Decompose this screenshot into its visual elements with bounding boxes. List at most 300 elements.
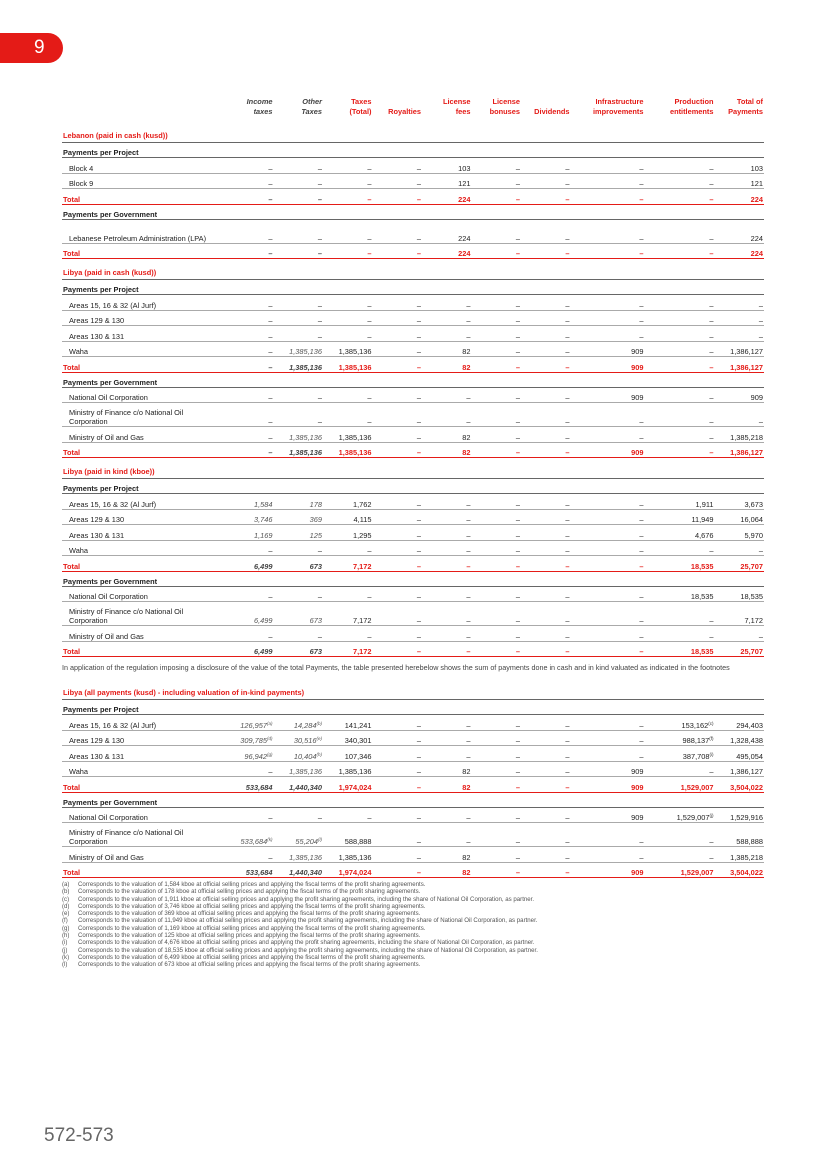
cell: – xyxy=(224,847,274,863)
table-row xyxy=(62,509,764,525)
cell: – xyxy=(645,427,715,443)
cell: – xyxy=(373,807,423,823)
cell: 7,172 xyxy=(715,602,765,626)
cell: – xyxy=(715,295,765,311)
total-cell: – xyxy=(521,243,571,259)
cell: – xyxy=(472,746,522,762)
total-cell: 1,440,340 xyxy=(274,777,324,793)
cell: 1,385,136 xyxy=(274,427,324,443)
total-cell: 1,974,024 xyxy=(323,862,373,878)
cell: 369 xyxy=(274,509,324,525)
cell: 82 xyxy=(422,427,472,443)
cell: – xyxy=(224,540,274,556)
cell: – xyxy=(521,295,571,311)
row-label: Waha xyxy=(62,761,224,777)
cell: 18,535 xyxy=(645,586,715,602)
cell: – xyxy=(422,730,472,746)
total-cell: 533,684 xyxy=(224,862,274,878)
cell: – xyxy=(645,540,715,556)
table-row xyxy=(62,173,764,189)
cell: – xyxy=(373,326,423,342)
row-label: Areas 129 & 130 xyxy=(62,509,224,525)
table-row xyxy=(62,847,764,863)
total-cell: – xyxy=(323,189,373,205)
cell: 909 xyxy=(715,387,765,403)
subsection-header xyxy=(62,280,764,295)
subsection-header xyxy=(62,571,764,586)
section-title xyxy=(62,122,764,143)
cell: – xyxy=(521,509,571,525)
cell: 224 xyxy=(715,219,765,243)
cell: – xyxy=(373,219,423,243)
footnote: (c) Corresponds to the valuation of 1,911 kboe at official selling prices and applying the profit sharing agreements, including the share of National Oil Corporation, as partner. xyxy=(62,895,535,903)
cell: – xyxy=(422,715,472,731)
cell: – xyxy=(645,341,715,357)
subsection-header xyxy=(62,792,764,807)
total-cell: 1,440,340 xyxy=(274,862,324,878)
col-license-fees: License fees xyxy=(442,97,471,116)
total-cell: – xyxy=(373,189,423,205)
footnote: (j) Corresponds to the valuation of 18,535 kboe at official selling prices and applying the profit sharing agreements, including the share of National Oil Corporation, as partner. xyxy=(62,946,538,954)
cell: – xyxy=(373,626,423,642)
total-cell: – xyxy=(373,556,423,572)
payments-table-cash-kind xyxy=(62,97,764,657)
total-cell: – xyxy=(521,641,571,657)
cell: – xyxy=(521,586,571,602)
cell: – xyxy=(422,326,472,342)
cell: – xyxy=(472,326,522,342)
cell: 1,386,127 xyxy=(715,761,765,777)
cell: 103 xyxy=(422,158,472,174)
cell: 1,385,136 xyxy=(323,341,373,357)
cell: – xyxy=(373,761,423,777)
cell: – xyxy=(422,823,472,847)
cell: – xyxy=(373,715,423,731)
row-label: Areas 15, 16 & 32 (Al Jurf) xyxy=(62,715,224,731)
cell: – xyxy=(521,310,571,326)
col-total-payments: Total of Payments xyxy=(728,97,763,116)
cell: 588,888 xyxy=(715,823,765,847)
row-label: Areas 130 & 131 xyxy=(62,525,224,541)
table-row xyxy=(62,525,764,541)
row-label: Ministry of Oil and Gas xyxy=(62,847,224,863)
footnote: (i) Corresponds to the valuation of 4,676 kboe at official selling prices and applying the profit sharing agreements, including the share of National Oil Corporation, as partner. xyxy=(62,939,535,947)
cell: 1,386,127 xyxy=(715,341,765,357)
cell: – xyxy=(715,326,765,342)
total-cell: 533,684 xyxy=(224,777,274,793)
cell: 1,385,136 xyxy=(323,761,373,777)
cell: – xyxy=(521,494,571,510)
disclosure-paragraph: In application of the regulation imposing a disclosure of the value of the total Payments, the table presented herebelow shows the sum of payments done in cash and in kind valuated as indicated in the footnotes xyxy=(62,663,730,672)
cell: 1,169 xyxy=(224,525,274,541)
total-cell: 909 xyxy=(571,777,645,793)
total-cell: – xyxy=(521,189,571,205)
cell: 340,301 xyxy=(323,730,373,746)
cell: 1,385,136 xyxy=(274,341,324,357)
table-row xyxy=(62,403,764,427)
total-cell: 3,504,022 xyxy=(715,862,765,878)
row-label: Waha xyxy=(62,540,224,556)
cell: – xyxy=(373,602,423,626)
cell: – xyxy=(323,158,373,174)
total-cell: – xyxy=(521,777,571,793)
cell: – xyxy=(571,403,645,427)
total-cell: – xyxy=(422,556,472,572)
total-cell: 909 xyxy=(571,442,645,458)
cell: 588,888 xyxy=(323,823,373,847)
table-row xyxy=(62,730,764,746)
cell: 103 xyxy=(715,158,765,174)
total-cell: 224 xyxy=(422,243,472,259)
cell: – xyxy=(571,494,645,510)
row-label: Ministry of Finance c/o National Oil Corporation xyxy=(62,403,224,427)
payments-report xyxy=(62,97,764,969)
total-row xyxy=(62,862,764,878)
cell: – xyxy=(645,310,715,326)
footnote: (a) Corresponds to the valuation of 1,584 kboe at official selling prices and applying the fiscal terms of the profit sharing agreements. xyxy=(62,881,426,888)
cell: – xyxy=(472,715,522,731)
cell: – xyxy=(323,586,373,602)
total-row xyxy=(62,243,764,259)
cell: – xyxy=(571,310,645,326)
cell: – xyxy=(571,823,645,847)
cell: – xyxy=(274,295,324,311)
cell: 141,241 xyxy=(323,715,373,731)
cell: – xyxy=(645,173,715,189)
cell: – xyxy=(472,509,522,525)
cell: – xyxy=(323,173,373,189)
cell: – xyxy=(373,387,423,403)
cell: – xyxy=(373,427,423,443)
cell: 673 xyxy=(274,602,324,626)
total-cell: – xyxy=(472,641,522,657)
table-row xyxy=(62,540,764,556)
cell: – xyxy=(373,310,423,326)
cell: – xyxy=(274,326,324,342)
cell: – xyxy=(422,746,472,762)
row-label: Lebanese Petroleum Administration (LPA) xyxy=(62,219,224,243)
subsection-label: Payments per Project xyxy=(62,700,764,715)
cell: – xyxy=(521,341,571,357)
subsection-label: Payments per Government xyxy=(62,792,764,807)
subsection-label: Payments per Government xyxy=(62,571,764,586)
cell: – xyxy=(472,387,522,403)
cell: 1,295 xyxy=(323,525,373,541)
total-cell: 82 xyxy=(422,777,472,793)
cell: 1,385,136 xyxy=(323,427,373,443)
total-cell: – xyxy=(472,357,522,373)
table-row xyxy=(62,341,764,357)
cell: – xyxy=(373,746,423,762)
total-cell: 1,385,136 xyxy=(323,442,373,458)
table-row xyxy=(62,295,764,311)
cell: – xyxy=(472,602,522,626)
cell: – xyxy=(373,823,423,847)
cell: – xyxy=(472,807,522,823)
cell: – xyxy=(373,586,423,602)
cell: – xyxy=(422,626,472,642)
cell: – xyxy=(645,295,715,311)
total-cell: – xyxy=(274,243,324,259)
cell: – xyxy=(224,173,274,189)
cell: – xyxy=(521,823,571,847)
row-label: Block 9 xyxy=(62,173,224,189)
total-cell: – xyxy=(373,641,423,657)
cell: – xyxy=(645,626,715,642)
total-cell: 18,535 xyxy=(645,556,715,572)
cell: – xyxy=(472,494,522,510)
cell: – xyxy=(422,586,472,602)
cell: – xyxy=(571,715,645,731)
cell: 4,115 xyxy=(323,509,373,525)
total-cell: 224 xyxy=(715,189,765,205)
cell: – xyxy=(521,173,571,189)
total-cell: – xyxy=(645,189,715,205)
row-label: National Oil Corporation xyxy=(62,387,224,403)
cell: – xyxy=(645,219,715,243)
cell: – xyxy=(645,326,715,342)
cell: 153,162$^{(c)}$ xyxy=(645,715,715,731)
cell: 1,529,916 xyxy=(715,807,765,823)
subsection-label: Payments per Project xyxy=(62,479,764,494)
cell: 82 xyxy=(422,341,472,357)
cell: 16,064 xyxy=(715,509,765,525)
section-title-text: Lebanon (paid in cash (kusd)) xyxy=(62,122,764,143)
cell: 1,328,438 xyxy=(715,730,765,746)
total-cell: – xyxy=(422,641,472,657)
cell: – xyxy=(373,509,423,525)
total-cell: 909 xyxy=(571,357,645,373)
total-cell: 1,385,136 xyxy=(274,442,324,458)
total-cell: 25,707 xyxy=(715,556,765,572)
cell: 3,673 xyxy=(715,494,765,510)
total-cell: – xyxy=(224,442,274,458)
cell: – xyxy=(521,761,571,777)
total-cell: 1,386,127 xyxy=(715,357,765,373)
table-row xyxy=(62,823,764,847)
cell: – xyxy=(521,219,571,243)
table-row xyxy=(62,387,764,403)
total-cell: – xyxy=(373,862,423,878)
cell: 6,499 xyxy=(224,602,274,626)
cell: 294,403 xyxy=(715,715,765,731)
cell: 495,054 xyxy=(715,746,765,762)
subsection-label: Payments per Project xyxy=(62,280,764,295)
cell: – xyxy=(274,173,324,189)
row-label: Block 4 xyxy=(62,158,224,174)
table-row xyxy=(62,602,764,626)
total-cell: 909 xyxy=(571,862,645,878)
cell: – xyxy=(472,730,522,746)
cell: – xyxy=(715,540,765,556)
total-cell: 1,385,136 xyxy=(323,357,373,373)
cell: 1,385,136 xyxy=(323,847,373,863)
cell: – xyxy=(521,746,571,762)
row-label: Ministry of Finance c/o National Oil Corporation xyxy=(62,602,224,626)
total-cell: – xyxy=(521,862,571,878)
cell: 1,385,218 xyxy=(715,847,765,863)
cell: – xyxy=(274,387,324,403)
total-cell: – xyxy=(571,641,645,657)
cell: – xyxy=(521,715,571,731)
subsection-label: Payments per Government xyxy=(62,204,764,219)
cell: 1,385,218 xyxy=(715,427,765,443)
cell: – xyxy=(422,403,472,427)
table-row xyxy=(62,310,764,326)
cell: – xyxy=(571,586,645,602)
subsection-header xyxy=(62,372,764,387)
cell: 909 xyxy=(571,807,645,823)
cell: – xyxy=(224,341,274,357)
cell: 1,762 xyxy=(323,494,373,510)
footnote: (g) Corresponds to the valuation of 1,169 kboe at official selling prices and applying the fiscal terms of the profit sharing agreements. xyxy=(62,924,426,932)
col-infrastructure: Infrastructure improvements xyxy=(592,97,644,116)
cell: – xyxy=(224,158,274,174)
payments-table-all xyxy=(62,679,764,878)
section-title xyxy=(62,679,764,700)
cell: – xyxy=(472,525,522,541)
cell: – xyxy=(472,823,522,847)
cell: 121 xyxy=(715,173,765,189)
total-cell: – xyxy=(472,862,522,878)
footer-page-range: 572-573 xyxy=(44,1125,114,1146)
row-label: Ministry of Oil and Gas xyxy=(62,427,224,443)
total-cell: 673 xyxy=(274,556,324,572)
total-cell: – xyxy=(373,357,423,373)
cell: – xyxy=(521,730,571,746)
cell: 96,942$^{(g)}$ xyxy=(224,746,274,762)
table-row xyxy=(62,807,764,823)
section-title-text: Libya (paid in cash (kusd)) xyxy=(62,259,764,280)
cell: 909 xyxy=(571,341,645,357)
total-cell: 7,172 xyxy=(323,556,373,572)
cell: – xyxy=(472,403,522,427)
cell: – xyxy=(472,586,522,602)
cell: 82 xyxy=(422,761,472,777)
cell: 909 xyxy=(571,761,645,777)
cell: – xyxy=(323,626,373,642)
cell: 4,676 xyxy=(645,525,715,541)
cell: – xyxy=(472,626,522,642)
total-cell: 1,974,024 xyxy=(323,777,373,793)
cell: 30,516$^{(e)}$ xyxy=(274,730,324,746)
cell: – xyxy=(224,626,274,642)
page-number-tab: 9 xyxy=(0,33,63,63)
cell: – xyxy=(422,494,472,510)
cell: – xyxy=(274,158,324,174)
total-cell: – xyxy=(521,556,571,572)
cell: – xyxy=(521,387,571,403)
cell: – xyxy=(715,403,765,427)
cell: – xyxy=(274,310,324,326)
footnote: (f) Corresponds to the valuation of 11,949 kboe at official selling prices and applying the profit sharing agreements, including the share of National Oil Corporation, as partner. xyxy=(62,917,538,925)
cell: – xyxy=(521,807,571,823)
cell: – xyxy=(224,403,274,427)
cell: – xyxy=(715,310,765,326)
cell: – xyxy=(521,158,571,174)
cell: – xyxy=(472,158,522,174)
total-cell: – xyxy=(645,243,715,259)
footnote: (h) Corresponds to the valuation of 125 kboe at official selling prices and applying the fiscal terms of the profit sharing agreements. xyxy=(62,932,421,940)
cell: – xyxy=(224,807,274,823)
cell: 1,584 xyxy=(224,494,274,510)
cell: – xyxy=(645,823,715,847)
cell: 82 xyxy=(422,847,472,863)
cell: – xyxy=(571,730,645,746)
total-cell: 6,499 xyxy=(224,641,274,657)
row-label: Areas 130 & 131 xyxy=(62,746,224,762)
cell: 988,137$^{(f)}$ xyxy=(645,730,715,746)
cell: – xyxy=(274,219,324,243)
cell: – xyxy=(521,326,571,342)
cell: – xyxy=(521,847,571,863)
footnote: (k) Corresponds to the valuation of 6,499 kboe at official selling prices and applying the fiscal terms of the profit sharing agreements. xyxy=(62,953,426,961)
total-cell: 224 xyxy=(422,189,472,205)
cell: – xyxy=(472,761,522,777)
cell: – xyxy=(521,403,571,427)
cell: – xyxy=(323,219,373,243)
total-cell: – xyxy=(645,442,715,458)
total-cell: – xyxy=(571,243,645,259)
total-cell: 1,385,136 xyxy=(274,357,324,373)
cell: – xyxy=(645,602,715,626)
cell: 18,535 xyxy=(715,586,765,602)
row-label: National Oil Corporation xyxy=(62,807,224,823)
section-title xyxy=(62,458,764,479)
total-label: Total xyxy=(62,641,224,657)
footnote: (l) Corresponds to the valuation of 673 kboe at official selling prices and applying the fiscal terms of the profit sharing agreements. xyxy=(62,961,421,969)
cell: – xyxy=(323,387,373,403)
cell: 387,708$^{(i)}$ xyxy=(645,746,715,762)
cell: – xyxy=(472,427,522,443)
row-label: Areas 129 & 130 xyxy=(62,310,224,326)
cell: – xyxy=(521,525,571,541)
table-row xyxy=(62,494,764,510)
total-cell: – xyxy=(521,442,571,458)
table-row xyxy=(62,626,764,642)
subsection-header xyxy=(62,204,764,219)
table-row xyxy=(62,158,764,174)
table-row xyxy=(62,586,764,602)
cell: – xyxy=(571,602,645,626)
subsection-label: Payments per Government xyxy=(62,372,764,387)
table-row xyxy=(62,427,764,443)
total-row xyxy=(62,641,764,657)
cell: 178 xyxy=(274,494,324,510)
cell: – xyxy=(373,540,423,556)
table-row xyxy=(62,219,764,243)
cell: 11,949 xyxy=(645,509,715,525)
total-cell: 7,172 xyxy=(323,641,373,657)
cell: – xyxy=(323,326,373,342)
cell: 309,785$^{(d)}$ xyxy=(224,730,274,746)
total-cell: – xyxy=(472,442,522,458)
total-cell: 82 xyxy=(422,862,472,878)
total-label: Total xyxy=(62,556,224,572)
cell: – xyxy=(422,310,472,326)
cell: 55,204$^{(l)}$ xyxy=(274,823,324,847)
total-label: Total xyxy=(62,862,224,878)
total-row xyxy=(62,442,764,458)
total-cell: 25,707 xyxy=(715,641,765,657)
table-row xyxy=(62,746,764,762)
total-cell: – xyxy=(571,189,645,205)
cell: – xyxy=(422,602,472,626)
cell: 224 xyxy=(422,219,472,243)
footnote: (d) Corresponds to the valuation of 3,746 kboe at official selling prices and applying the fiscal terms of the profit sharing agreements. xyxy=(62,902,426,910)
cell: – xyxy=(224,387,274,403)
total-label: Total xyxy=(62,442,224,458)
